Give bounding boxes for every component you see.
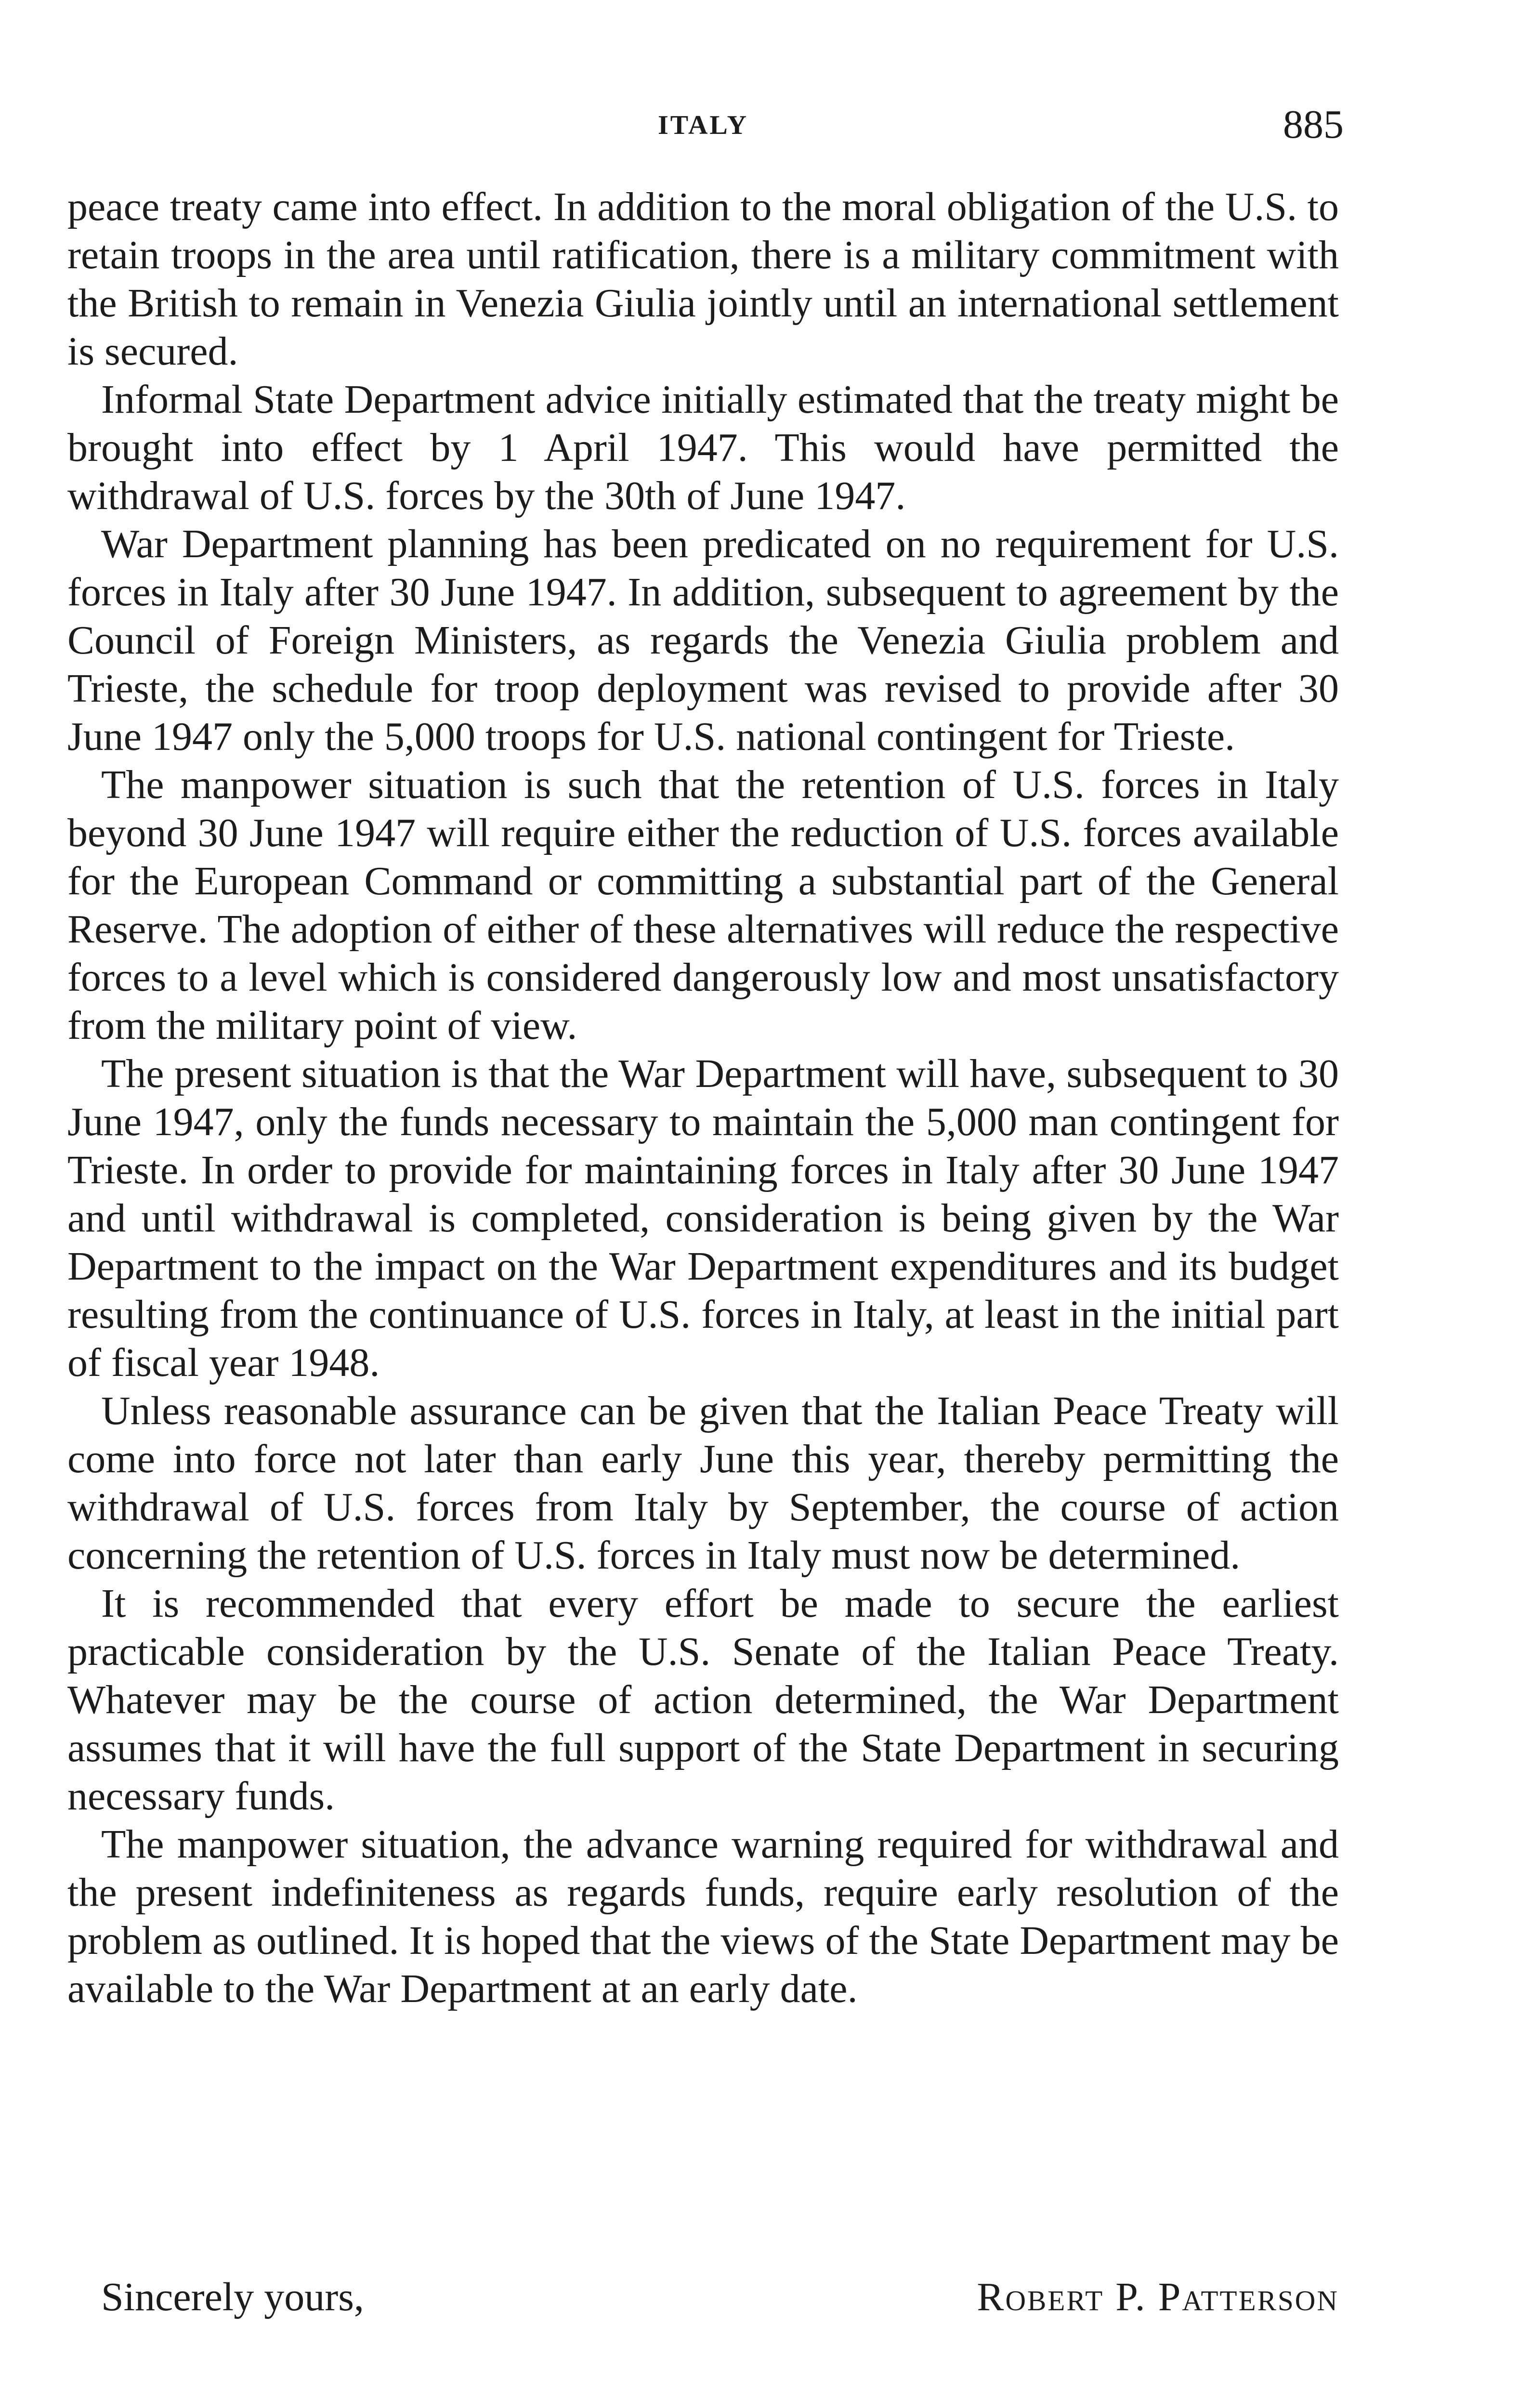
salutation: Sincerely yours,	[101, 2275, 364, 2319]
paragraph: The manpower situation, the advance warning required for withdrawal and the present indefiniteness as regards funds, require early resolution of the problem as outlined. It is hoped that the views of the State Department may be available to the War Department at an early date.	[67, 1822, 1339, 2011]
letter-closing	[67, 2273, 1339, 2326]
paragraph: The manpower situation is such that the retention of U.S. forces in Italy beyond 30 June 1947 will require either the reduction of U.S. forces available for the European Command or committing a substantial part of the General Reserve. The adoption of either of these alternatives will reduce the respective forces to a level which is considered dangerously low and most unsatisfactory from the military point of view.	[67, 762, 1339, 1048]
paragraph-continuation: peace treaty came into effect. In addition to the moral obligation of the U.S. to retain troops in the area until ratification, there is a military commitment with the British to remain in Venezia Giulia jointly until an international settlement is secured.	[67, 184, 1339, 374]
running-title: ITALY	[657, 110, 749, 140]
page-number: 885	[1283, 102, 1344, 147]
signature-name: Robert P. Patterson	[977, 2275, 1339, 2319]
running-head	[67, 96, 1344, 154]
body-text	[67, 183, 1339, 2013]
paragraph: Unless reasonable assurance can be given that the Italian Peace Treaty will come into force not later than early June this year, thereby permitting the withdrawal of U.S. forces from Italy by September, the course of action concerning the retention of U.S. forces in Italy must now be determined.	[67, 1388, 1339, 1578]
paragraph: It is recommended that every effort be made to secure the earliest practicable consideration by the U.S. Senate of the Italian Peace Treaty. Whatever may be the course of action determined, the War Department assumes that it will have the full support of the State Department in securing necessary funds.	[67, 1581, 1339, 1819]
paragraph: Informal State Department advice initially estimated that the treaty might be brought into effect by 1 April 1947. This would have permitted the withdrawal of U.S. forces by the 30th of June 1947.	[67, 377, 1339, 518]
paragraph: War Department planning has been predicated on no requirement for U.S. forces in Italy after 30 June 1947. In addition, subsequent to agreement by the Council of Foreign Ministers, as regards the Venezia Giulia problem and Trieste, the schedule for troop deployment was revised to provide after 30 June 1947 only the 5,000 troops for U.S. national contingent for Trieste.	[67, 522, 1339, 759]
paragraph: The present situation is that the War Department will have, subsequent to 30 June 1947, only the funds necessary to maintain the 5,000 man contingent for Trieste. In order to provide for maintaining forces in Italy after 30 June 1947 and until withdrawal is completed, consideration is being given by the War Department to the impact on the War Department expenditures and its budget resulting from the continuance of U.S. forces in Italy, at least in the initial part of fiscal year 1948.	[67, 1051, 1339, 1385]
